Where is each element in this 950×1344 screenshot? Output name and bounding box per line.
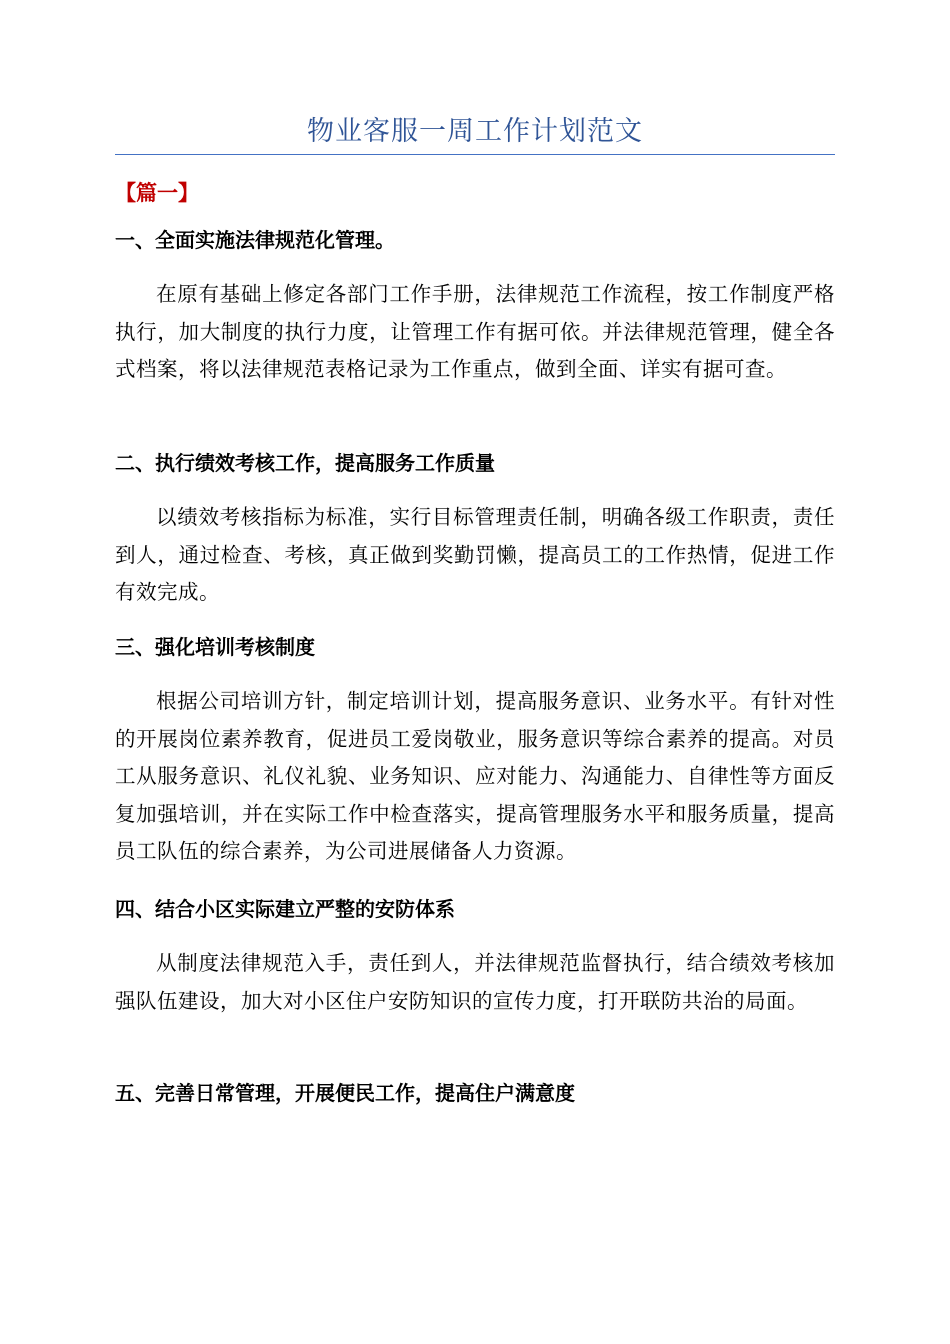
section-tag: 【篇一】 <box>115 181 199 205</box>
heading-1: 一、全面实施法律规范化管理。 <box>115 228 395 252</box>
paragraph-3: 根据公司培训方针，制定培训计划，提高服务意识、业务水平。有针对性的开展岗位素养教育，促进员工爱岗敬业，服务意识等综合素养的提高。对员工从服务意识、礼仪礼貌、业务知识、应对能力、沟通能力、自律性等方面反复加强培训，并在实际工作中检查落实，提高管理服务水平和服务质量，提高员工队伍的综合素养，为公司进展储备人力资源。 <box>115 689 835 863</box>
heading-4: 四、结合小区实际建立严整的安防体系 <box>115 897 455 921</box>
title-underline <box>115 154 835 155</box>
paragraph-2: 以绩效考核指标为标准，实行目标管理责任制，明确各级工作职责，责任到人，通过检查、考核，真正做到奖勤罚懒，提高员工的工作热情，促进工作有效完成。 <box>115 505 835 604</box>
paragraph-1: 在原有基础上修定各部门工作手册，法律规范工作流程，按工作制度严格执行，加大制度的执行力度，让管理工作有据可依。并法律规范管理，健全各式档案，将以法律规范表格记录为工作重点，做到全面、详实有据可查。 <box>115 282 835 381</box>
heading-2: 二、执行绩效考核工作，提高服务工作质量 <box>115 451 495 475</box>
paragraph-4: 从制度法律规范入手，责任到人，并法律规范监督执行，结合绩效考核加强队伍建设，加大对小区住户安防知识的宣传力度，打开联防共治的局面。 <box>115 951 835 1013</box>
heading-3: 三、强化培训考核制度 <box>115 635 315 659</box>
document-title: 物业客服一周工作计划范文 <box>307 116 643 147</box>
heading-5: 五、完善日常管理，开展便民工作，提高住户满意度 <box>115 1081 575 1105</box>
